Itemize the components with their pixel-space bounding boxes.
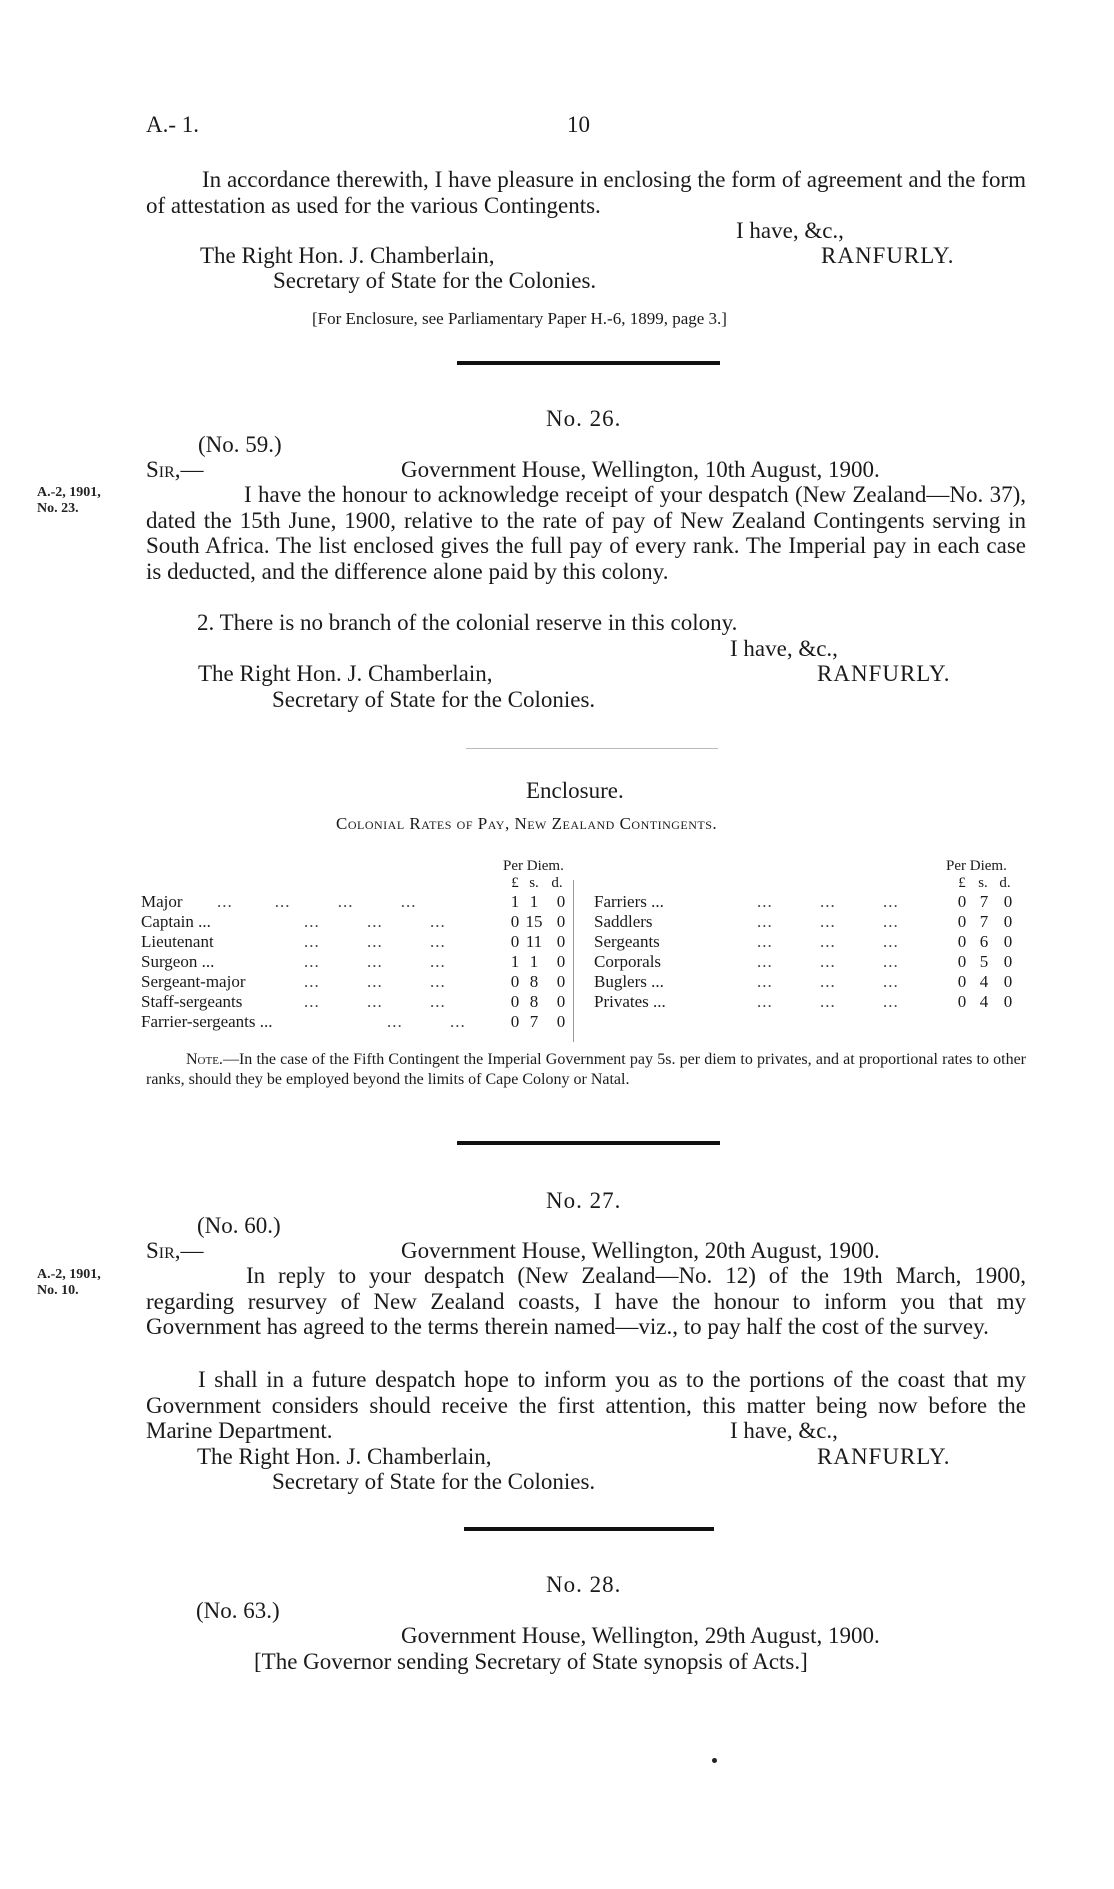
shillings-value: 15 [525,912,543,931]
page-number: 10 [567,112,590,137]
enclosure-heading: Enclosure. [526,778,624,803]
leader-dots: ... ... ... [304,992,446,1011]
no26-margin-note-line2: No. 23. [37,501,79,516]
pence-value: 0 [556,932,566,951]
no27-margin-note [37,1267,101,1299]
section-divider [457,361,720,365]
leader-dots: ... ... ... [757,932,899,951]
no26-title: Secretary of State for the Colonies. [272,687,596,712]
pounds-value: 0 [957,992,967,1011]
pence-value: 0 [1003,912,1013,931]
no27-paragraph-1: In reply to your despatch (New Zealand—No. 12) of the 19th March, 1900, regarding resurvey of New Zealand coasts, I have the honour to inform you that my Government has agreed to the terms therein named—viz., to pay half the cost of the survey. [146,1263,1026,1339]
pay-table-title: Colonial Rates of Pay, New Zealand Contingents. [336,814,718,833]
pence-value: 0 [556,972,566,991]
no28-heading: No. 28. [546,1572,622,1597]
no27-salutation: Sir,— [146,1238,204,1263]
pence-value: 0 [556,1012,566,1031]
shillings-value: 7 [529,1012,539,1031]
leader-dots: ... ... [387,1012,466,1031]
shillings-value: 4 [979,992,989,1011]
pounds-value: 0 [957,892,967,911]
no26-paragraph-2: 2. There is no branch of the colonial reserve in this colony. [197,610,738,635]
no27-signature: RANFURLY. [817,1444,951,1469]
pence-value: 0 [1003,972,1013,991]
unit-shillings-right: s. [978,875,988,891]
no28-ref: (No. 63.) [196,1598,280,1623]
rank-name: Farrier-sergeants ... [141,1012,273,1031]
rank-name: Privates ... [594,992,666,1011]
no26-margin-note [37,485,101,517]
intro-closing: I have, &c., [736,218,844,243]
pounds-value: 0 [957,912,967,931]
rank-name: Corporals [594,952,662,971]
footnote-label: Note. [186,1051,223,1068]
no26-ref: (No. 59.) [198,432,282,457]
intro-paragraph: In accordance therewith, I have pleasure in enclosing the form of agreement and the form of attestation as used for the various Contingents. [146,167,1026,218]
unit-pence-left: d. [551,875,563,891]
leader-dots: ... ... ... [757,892,899,911]
no27-heading: No. 27. [546,1188,622,1213]
section-divider [457,1141,720,1145]
intro-addressee: The Right Hon. J. Chamberlain, [200,243,495,268]
shillings-value: 7 [979,912,989,931]
per-diem-label-right: Per Diem. [946,858,1007,874]
page-header-ref: A.- 1. [146,112,200,137]
pence-value: 0 [556,992,566,1011]
table-footnote [146,1050,1026,1090]
pounds-value: 0 [510,992,520,1011]
leader-dots: ... ... ... [304,972,446,991]
pounds-value: 0 [510,972,520,991]
unit-pence-right: d. [999,875,1011,891]
no26-paragraph-1: I have the honour to acknowledge receipt of your despatch (New Zealand—No. 37), dated the 15th June, 1900, relative to the rate of pay of New Zealand Contingents serving in South Africa. The list enclosed gives the full pay of every rank. The Imperial pay in each case is deducted, and the difference alone paid by this colony. [146,482,1026,584]
pence-value: 0 [1003,992,1013,1011]
leader-dots: ... ... ... [757,952,899,971]
shillings-value: 7 [979,892,989,911]
pounds-value: 1 [510,892,520,911]
intro-title: Secretary of State for the Colonies. [273,268,597,293]
pounds-value: 0 [510,912,520,931]
footnote-text: —In the case of the Fifth Contingent the Imperial Government pay 5s. per diem to privates, and at proportional rates to other ranks, should they be employed beyond the limits of Cape Colony or Natal. [146,1051,1026,1088]
no27-closing: I have, &c., [730,1418,838,1443]
pounds-value: 0 [510,932,520,951]
no26-margin-note-line1: A.-2, 1901, [37,485,101,500]
rank-name: Staff-sergeants [141,992,243,1011]
no26-signature: RANFURLY. [817,661,951,686]
no28-dateline: Government House, Wellington, 29th August, 1900. [401,1623,880,1648]
leader-dots: ... ... ... [304,932,446,951]
unit-pounds-right: £ [958,875,966,891]
pounds-value: 0 [510,1012,520,1031]
shillings-value: 1 [529,952,539,971]
unit-shillings-left: s. [529,875,539,891]
rank-name: Sergeant-major [141,972,246,991]
shillings-value: 8 [529,992,539,1011]
no26-closing: I have, &c., [730,636,838,661]
pence-value: 0 [556,892,566,911]
leader-dots: ... ... ... ... [217,892,417,911]
rank-name: Sergeants [594,932,660,951]
no27-ref: (No. 60.) [197,1213,281,1238]
no27-margin-note-line1: A.-2, 1901, [37,1267,101,1282]
leader-dots: ... ... ... [757,912,899,931]
section-divider [464,1527,714,1531]
no26-addressee: The Right Hon. J. Chamberlain, [198,661,493,686]
no28-summary: [The Governor sending Secretary of State synopsis of Acts.] [254,1649,808,1674]
no27-margin-note-line2: No. 10. [37,1283,79,1298]
leader-dots: ... ... ... [304,912,446,931]
no27-dateline: Government House, Wellington, 20th August, 1900. [401,1238,880,1263]
pounds-value: 0 [957,972,967,991]
shillings-value: 5 [979,952,989,971]
pounds-value: 0 [957,932,967,951]
no26-salutation: Sir,— [146,457,204,482]
rank-name: Farriers ... [594,892,664,911]
rank-name: Major [141,892,183,911]
no27-title: Secretary of State for the Colonies. [272,1469,596,1494]
no26-heading: No. 26. [546,406,622,431]
per-diem-label-left: Per Diem. [503,858,564,874]
rank-name: Buglers ... [594,972,664,991]
pence-value: 0 [1003,932,1013,951]
rank-name: Lieutenant [141,932,214,951]
rank-name: Saddlers [594,912,653,931]
pence-value: 0 [556,912,566,931]
intro-signature: RANFURLY. [821,243,955,268]
leader-dots: ... ... ... [757,992,899,1011]
pence-value: 0 [556,952,566,971]
pounds-value: 0 [957,952,967,971]
pence-value: 0 [1003,952,1013,971]
pounds-value: 1 [510,952,520,971]
enclosure-divider [466,748,718,749]
shillings-value: 6 [979,932,989,951]
shillings-value: 1 [529,892,539,911]
rank-name: Surgeon ... [141,952,215,971]
no27-paragraph-2: I shall in a future despatch hope to inform you as to the portions of the coast that my Government considers should receive the first attention, this matter being now before the Marine Department. [146,1367,1026,1443]
table-column-rule [573,880,574,1042]
leader-dots: ... ... ... [304,952,446,971]
unit-pounds-left: £ [511,875,519,891]
shillings-value: 11 [525,932,543,951]
leader-dots: ... ... ... [757,972,899,991]
page-speck [712,1758,717,1763]
rank-name: Captain ... [141,912,211,931]
enclosure-reference-note: [For Enclosure, see Parliamentary Paper H.-6, 1899, page 3.] [312,309,727,328]
shillings-value: 4 [979,972,989,991]
no26-dateline: Government House, Wellington, 10th August, 1900. [401,457,880,482]
no27-addressee: The Right Hon. J. Chamberlain, [197,1444,492,1469]
pence-value: 0 [1003,892,1013,911]
shillings-value: 8 [529,972,539,991]
